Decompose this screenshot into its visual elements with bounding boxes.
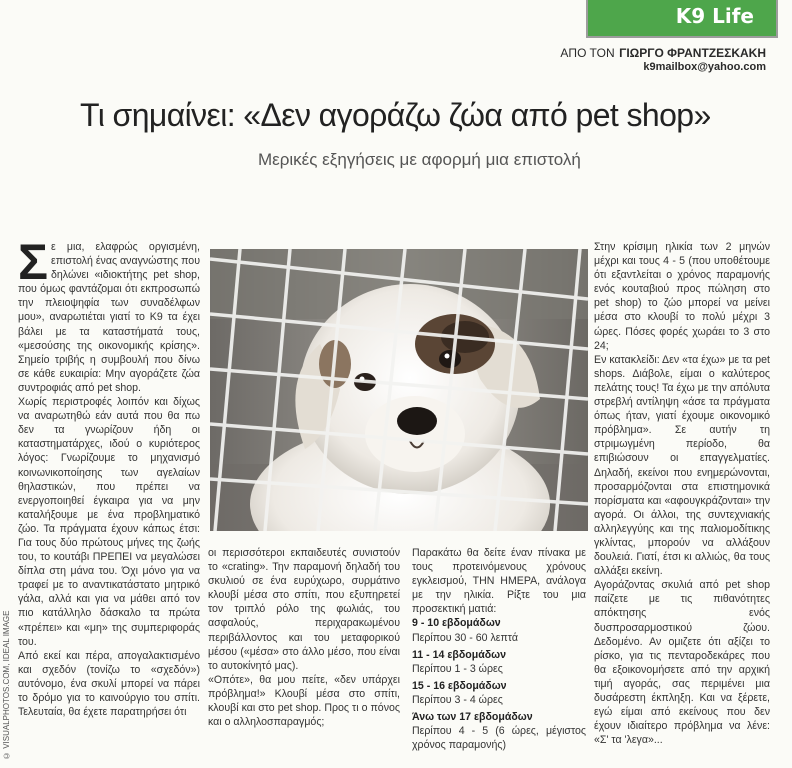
article-column-4 xyxy=(594,240,770,760)
paragraph: Χωρίς περιστροφές λοιπόν και δίχως να αναρωτηθώ εάν αυτά που θα πω δεν τα γνωρίζουν ήδη οι καταστηματάρχες, ιδού ο κυριότερος λόγος: Γνωρίζουμε το μηχανισμό κοινωνικοποίησης των αγελαίων θηλαστικών, που πρέπει να ενεργοποιηθεί έγκαιρα για να μην καταλήξουμε με ένα προβληματικό ζώο. Τα πράγματα έχουν κάπως έτσι: Για τους δύο πρώτους μήνες της ζωής του, το κουτάβι ΠΡΕΠΕΙ να μεγαλώσει δίπλα στη μάνα του. Όχι μόνο για να τραφεί με το αναντικατάστατο μητρικό γάλα, αλλά και για να μάθει από τον πιο κατάλληλο δάσκαλο τα πρώτα «πρέπει» και «μη» της συμπεριφοράς του. xyxy=(18,396,200,648)
section-tag xyxy=(586,0,778,38)
crating-time: Περίπου 3 - 4 ώρες xyxy=(412,693,503,706)
paragraph: «Οπότε», θα μου πείτε, «δεν υπάρχει πρόβλημα!» Κλουβί μέσα στο σπίτι, κλουβί και στο pet shop. Προς τι ο πόνος και ο αλληλοσπαραγμός; xyxy=(208,673,400,729)
section-label: K9 Life xyxy=(675,4,754,28)
crating-time: Περίπου 30 - 60 λεπτά xyxy=(412,631,518,644)
paragraph: Αγοράζοντας σκυλιά από pet shop παίζετε με τις πιθανότητες απόκτησης ενός δυσπροσαρμοστικού ζώου. Δεδομένο. Αν ομιζετε ότι αξίζει το ρίσκο, για τις πενταροδεκάρες που θα εξοικονομήσετε από την αρχική τιμή αγοράς, σας περιμένει μια δυσάρεστη έκπληξη. Και να ξέρετε, εγώ είμαι από εκείνους που δεν έχουν ιδιαίτερο πρόβλημα να λένε: «Σ' τα 'λεγα»... xyxy=(594,579,770,747)
article-column-1 xyxy=(18,240,200,760)
crating-time: Περίπου 1 - 3 ώρες xyxy=(412,662,503,675)
drop-cap: Σ xyxy=(18,240,49,290)
crating-age: Άνω των 17 εβδομάδων xyxy=(412,711,533,724)
paragraph-text: ε μια, ελαφρώς οργισμένη, επιστολή ένας αναγνώστης που δηλώνει «ιδιοκτήτης pet shop, που όμως φαντάζομαι ότι εκπροσωπώ την πλειοψηφία των συναδέλφων μου», αναρωτιέται γιατί το Κ9 τα έχει βάλει με τα καταστήματά τους, «μεσούσης της οικονομικής κρίσης». Σημείο τριβής η συμβουλή που δίνω σε κάθε ευκαιρία: Μην αγοράζετε ζώα συντροφιάς από pet shop. xyxy=(18,241,200,394)
byline xyxy=(560,46,766,74)
crating-age: 11 - 14 εβδομάδων xyxy=(412,648,506,661)
crating-time: Περίπου 4 - 5 (6 ώρες, μέγιστος χρόνος παραμονής) xyxy=(412,725,586,752)
author-email[interactable]: k9mailbox@yahoo.com xyxy=(643,61,766,73)
article-column-2 xyxy=(208,546,400,760)
byline-prefix: ΑΠΟ ΤΟΝ xyxy=(560,46,615,60)
paragraph: Παρακάτω θα δείτε έναν πίνακα με τους προτεινόμενους χρόνους εγκλεισμού, ΤΗΝ ΗΜΕΡΑ, ανάλογα με την ηλικία. Ρίξτε του μια προσεκτική ματιά: xyxy=(412,547,586,616)
crating-age: 15 - 16 εβδομάδων xyxy=(412,679,507,692)
paragraph xyxy=(18,240,200,395)
byline-author: ΓΙΩΡΓΟ ΦΡΑΝΤΖΕΣΚΑΚΗ xyxy=(619,46,766,60)
crating-table xyxy=(412,616,586,752)
paragraph: Εν κατακλείδι: Δεν «τα έχω» με τα pet shops. Διάβολε, είμαι ο καλύτερος πελάτης τους! Τα έχω με την απόλυτα στρεβλή αντίληψη «άσε τα πράγματα όπως ήταν, γιατί έχουμε οικονομικό πρόβλημα». Σε αυτήν τη στριμωγμένη περίοδο, θα επιβιώσουν οι επαγγελματίες. Δηλαδή, εκείνοι που ενημερώνονται, προσαρμόζονται στα επιστημονικά πορίσματα και «αφουγκράζονται» την αγορά. Οι άλλοι, της συντεχνιακής αλληλεγγύης και της παλιομοδίτικης γκλίντας, μπορούν να αλλάξουν δουλειά. Γιατί, έτσι κι αλλιώς, θα τους αλλάξει εκείνη. xyxy=(594,353,770,578)
puppy-in-cage-photo xyxy=(210,249,588,531)
crating-age: 9 - 10 εβδομάδων xyxy=(412,617,501,630)
article-headline: Τι σημαίνει: «Δεν αγοράζω ζώα από pet shop» xyxy=(80,97,711,133)
paragraph: Στην κρίσιμη ηλικία των 2 μηνών μέχρι και τους 4 - 5 (που υποθέτουμε ότι εξαντλείται ο χρόνος παραμονής ενός κουταβιού προς πώληση στο pet shop) το ζώο μπορεί να μείνει μέσα στο κλουβί το πολύ μέχρι 3 ώρες. Πόσες φορές χωράει το 3 στο 24; xyxy=(594,241,770,352)
article-subhead: Μερικές εξηγήσεις με αφορμή μια επιστολή xyxy=(258,150,581,169)
photo-illustration xyxy=(210,249,588,531)
paragraph: Από εκεί και πέρα, απογαλακτισμένο και σχεδόν (τονίζω το «σχεδόν») αυτόνομο, ένα σκυλί μπορεί να πάρει το δρόμο για το καινούργιο του σπίτι. Τελευταία, θα έχετε παρατηρήσει ότι xyxy=(18,649,200,719)
paragraph: οι περισσότεροι εκπαιδευτές συνιστούν το «crating». Την παραμονή δηλαδή του σκυλιού σε ένα ευρύχωρο, συρμάτινο κλουβί μέσα στο σπίτι, που εξυπηρετεί τον τριπλό ρόλο της φωλιάς, του ασφαλούς, περιχαρακωμένου περιβάλλοντος και του μεταφορικού μέσου («μέσα» στο άλλο μέσο, που είναι το αυτοκίνητό μας). xyxy=(208,547,400,672)
article-column-3 xyxy=(412,546,586,760)
photo-credit: © VISUALPHOTOS.COM, IDEAL IMAGE xyxy=(2,610,11,760)
